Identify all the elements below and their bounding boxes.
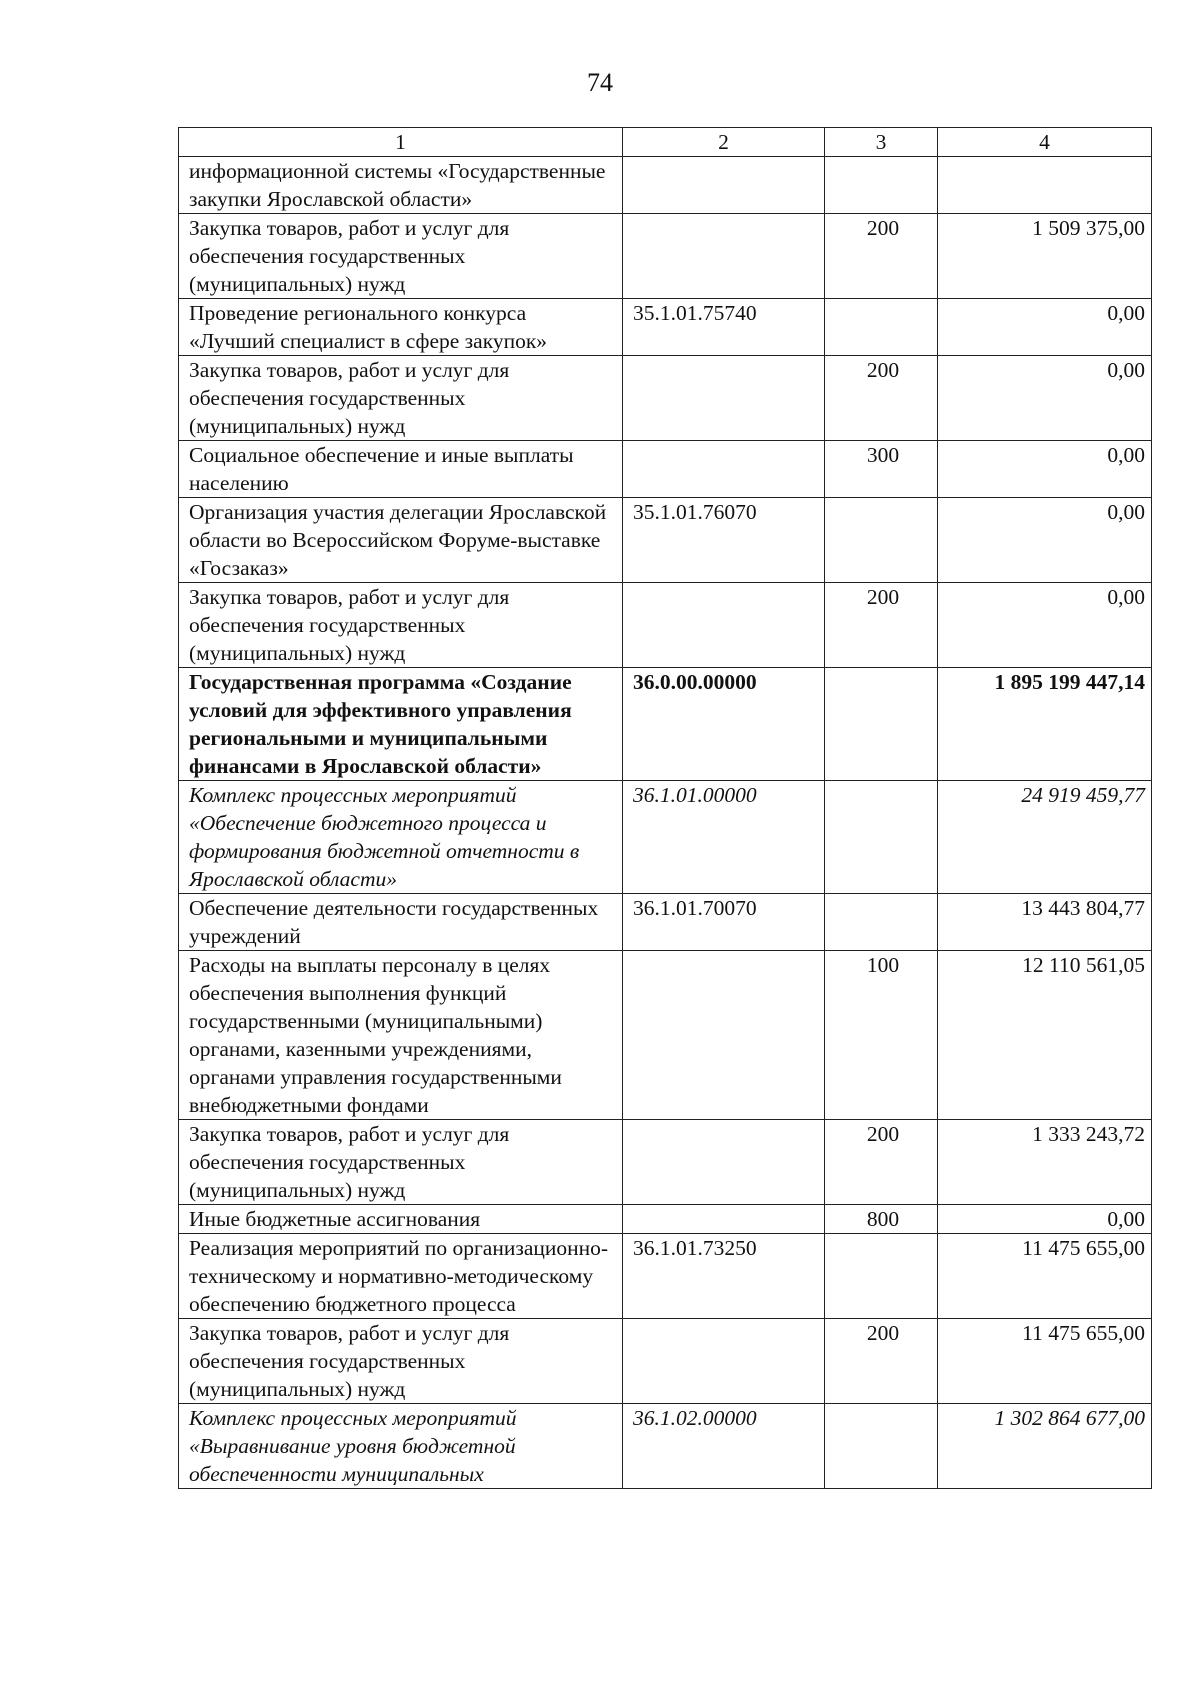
row-kind-cell: 200: [825, 1319, 938, 1404]
row-code-cell: 36.1.01.00000: [623, 781, 825, 894]
row-name-cell: Государственная программа «Создание условий для эффективного управления региональными и муниципальными финансами в Ярославской области»: [179, 668, 623, 781]
row-name-cell: Закупка товаров, работ и услуг для обеспечения государственных (муниципальных) нужд: [179, 214, 623, 299]
row-kind-cell: [825, 299, 938, 356]
row-code-cell: [623, 1319, 825, 1404]
row-amount-cell: [938, 157, 1152, 214]
row-kind-cell: 200: [825, 356, 938, 441]
row-amount-cell: 13 443 804,77: [938, 894, 1152, 951]
table-header-row: [179, 128, 1152, 157]
row-kind-cell: 300: [825, 441, 938, 498]
row-name-cell: Закупка товаров, работ и услуг для обеспечения государственных (муниципальных) нужд: [179, 1120, 623, 1205]
table-row: [179, 668, 1152, 781]
table-row: [179, 781, 1152, 894]
row-code-cell: 35.1.01.76070: [623, 498, 825, 583]
table-row: [179, 1120, 1152, 1205]
header-col-3: 3: [825, 128, 938, 157]
table-body: [179, 157, 1152, 1489]
row-code-cell: [623, 1120, 825, 1205]
row-amount-cell: 0,00: [938, 1205, 1152, 1234]
table-row: [179, 1234, 1152, 1319]
table-row: [179, 299, 1152, 356]
row-kind-cell: 200: [825, 214, 938, 299]
row-kind-cell: 200: [825, 583, 938, 668]
row-name-cell: Реализация мероприятий по организационно-техническому и нормативно-методическому обеспечению бюджетного процесса: [179, 1234, 623, 1319]
table-row: [179, 1319, 1152, 1404]
row-code-cell: [623, 441, 825, 498]
row-kind-cell: [825, 498, 938, 583]
row-amount-cell: 1 895 199 447,14: [938, 668, 1152, 781]
row-name-cell: информационной системы «Государственные закупки Ярославской области»: [179, 157, 623, 214]
row-kind-cell: 100: [825, 951, 938, 1120]
row-amount-cell: 11 475 655,00: [938, 1234, 1152, 1319]
row-kind-cell: [825, 781, 938, 894]
row-code-cell: [623, 356, 825, 441]
row-name-cell: Проведение регионального конкурса «Лучший специалист в сфере закупок»: [179, 299, 623, 356]
header-col-4: 4: [938, 128, 1152, 157]
row-name-cell: Иные бюджетные ассигнования: [179, 1205, 623, 1234]
row-kind-cell: [825, 668, 938, 781]
row-code-cell: 36.1.02.00000: [623, 1404, 825, 1489]
table-row: [179, 1205, 1152, 1234]
page-number: 74: [587, 68, 613, 97]
row-amount-cell: 0,00: [938, 498, 1152, 583]
row-amount-cell: 12 110 561,05: [938, 951, 1152, 1120]
row-kind-cell: [825, 894, 938, 951]
row-kind-cell: [825, 1404, 938, 1489]
row-kind-cell: [825, 1234, 938, 1319]
row-name-cell: Комплекс процессных мероприятий «Обеспечение бюджетного процесса и формирования бюджетной отчетности в Ярославской области»: [179, 781, 623, 894]
table-row: [179, 214, 1152, 299]
row-name-cell: Организация участия делегации Ярославской области во Всероссийском Форуме-выставке «Госзаказ»: [179, 498, 623, 583]
row-name-cell: Закупка товаров, работ и услуг для обеспечения государственных (муниципальных) нужд: [179, 1319, 623, 1404]
table-row: [179, 951, 1152, 1120]
table-row: [179, 498, 1152, 583]
row-amount-cell: 0,00: [938, 583, 1152, 668]
row-kind-cell: 800: [825, 1205, 938, 1234]
row-code-cell: [623, 951, 825, 1120]
row-amount-cell: 0,00: [938, 356, 1152, 441]
table-row: [179, 356, 1152, 441]
table-row: [179, 894, 1152, 951]
row-kind-cell: 200: [825, 1120, 938, 1205]
row-code-cell: 35.1.01.75740: [623, 299, 825, 356]
row-amount-cell: 24 919 459,77: [938, 781, 1152, 894]
table-row: [179, 157, 1152, 214]
row-kind-cell: [825, 157, 938, 214]
row-code-cell: [623, 214, 825, 299]
table-row: [179, 583, 1152, 668]
row-amount-cell: 0,00: [938, 299, 1152, 356]
row-code-cell: [623, 1205, 825, 1234]
row-name-cell: Закупка товаров, работ и услуг для обеспечения государственных (муниципальных) нужд: [179, 583, 623, 668]
row-code-cell: [623, 583, 825, 668]
row-name-cell: Обеспечение деятельности государственных учреждений: [179, 894, 623, 951]
row-name-cell: Комплекс процессных мероприятий «Выравнивание уровня бюджетной обеспеченности муниципальных: [179, 1404, 623, 1489]
table-row: [179, 441, 1152, 498]
header-col-2: 2: [623, 128, 825, 157]
header-col-1: 1: [179, 128, 623, 157]
row-amount-cell: 1 509 375,00: [938, 214, 1152, 299]
row-code-cell: [623, 157, 825, 214]
row-name-cell: Социальное обеспечение и иные выплаты населению: [179, 441, 623, 498]
row-code-cell: 36.1.01.70070: [623, 894, 825, 951]
budget-table: [178, 127, 1152, 1489]
row-code-cell: 36.1.01.73250: [623, 1234, 825, 1319]
row-amount-cell: 0,00: [938, 441, 1152, 498]
row-name-cell: Расходы на выплаты персоналу в целях обеспечения выполнения функций государственными (муниципальными) органами, казенными учреждениями, органами управления государственными внебюджетными фондами: [179, 951, 623, 1120]
row-amount-cell: 1 302 864 677,00: [938, 1404, 1152, 1489]
row-name-cell: Закупка товаров, работ и услуг для обеспечения государственных (муниципальных) нужд: [179, 356, 623, 441]
row-code-cell: 36.0.00.00000: [623, 668, 825, 781]
row-amount-cell: 1 333 243,72: [938, 1120, 1152, 1205]
table-row: [179, 1404, 1152, 1489]
row-amount-cell: 11 475 655,00: [938, 1319, 1152, 1404]
